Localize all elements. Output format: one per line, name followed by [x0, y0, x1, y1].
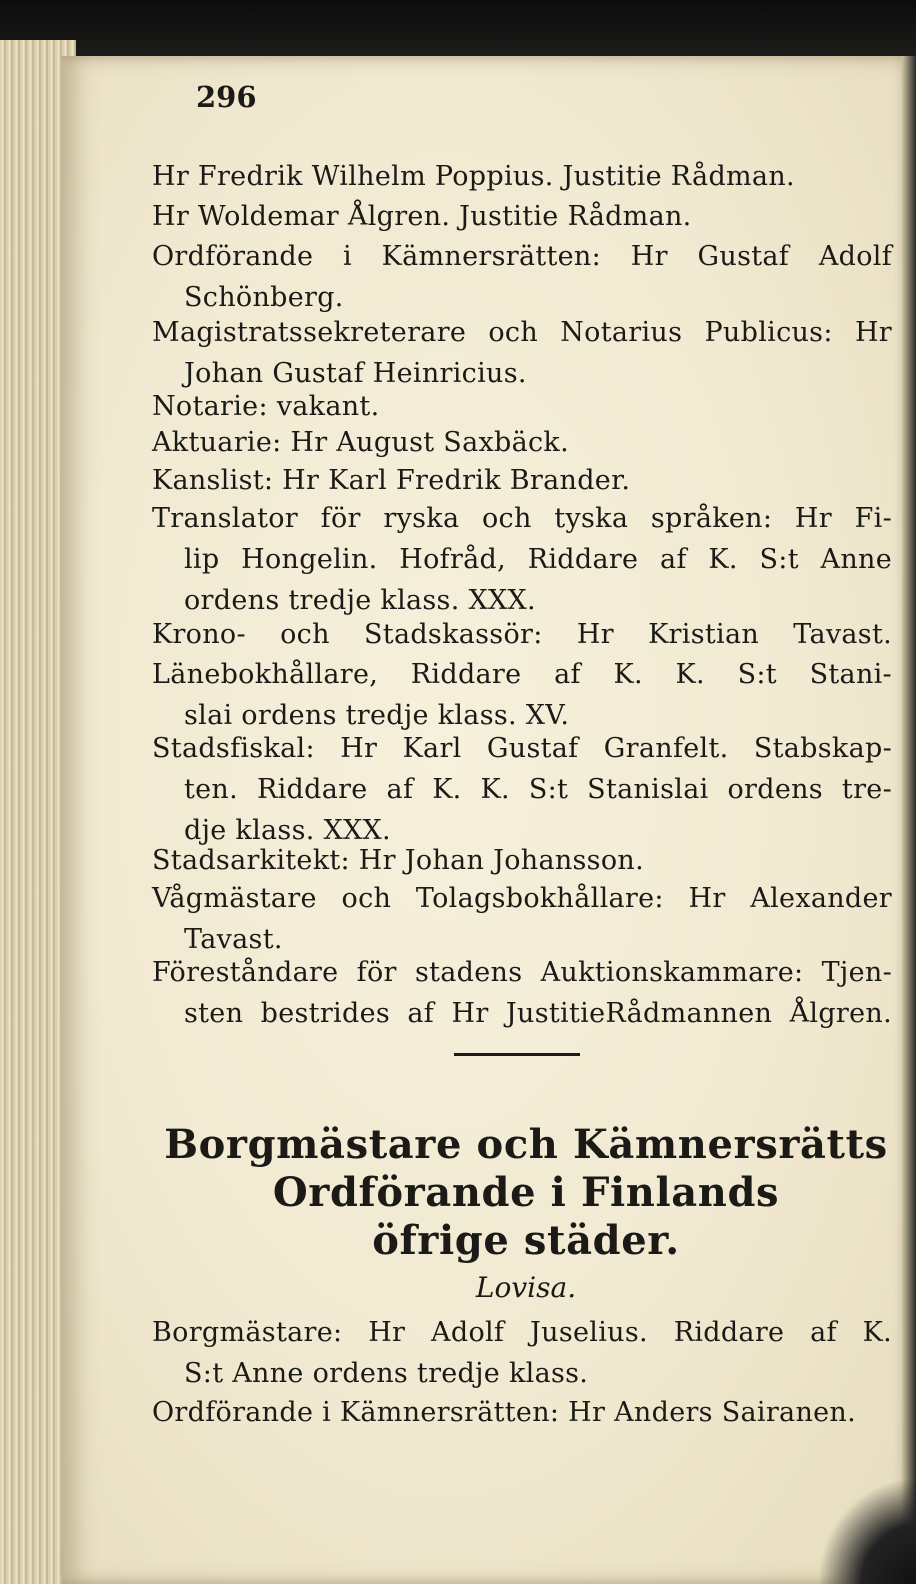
- entry-line: Johan Gustaf Heinricius.: [184, 358, 527, 389]
- corner-shadow: [820, 1480, 916, 1584]
- entry-vagmastare: [152, 878, 892, 960]
- entry-line: ten. Riddare af K. K. S:t Stanislai ordens tre-: [184, 774, 892, 805]
- entry-line: ordens tredje klass. XXX.: [184, 585, 536, 616]
- entry-notarie: [152, 386, 892, 427]
- entry-line: lip Hongelin. Hofråd, Riddare af K. S:t Anne: [184, 544, 892, 575]
- section-heading-line-3: öfrige städer.: [372, 1217, 680, 1264]
- entry-ordforande: [152, 236, 892, 318]
- dark-background-top: [0, 0, 916, 62]
- entry-kamnersratt-ordforande: [152, 1392, 892, 1433]
- entry-line: Vågmästare och Tolagsbokhållare: Hr Alexander: [152, 883, 892, 914]
- entry-line: Stadsarkitekt: Hr Johan Johansson.: [152, 845, 644, 876]
- entry-line: Stadsfiskal: Hr Karl Gustaf Granfelt. Stabskap-: [152, 733, 892, 764]
- entry-line: Krono- och Stadskassör: Hr Kristian Tavast.: [152, 619, 892, 650]
- entry-line: Ordförande i Kämnersrätten: Hr Anders Sairanen.: [152, 1397, 856, 1428]
- entry-translator: [152, 498, 892, 621]
- section-heading-line-2: Ordförande i Finlands: [272, 1169, 780, 1216]
- entry-line: Tavast.: [184, 924, 283, 955]
- section-divider: [454, 1053, 580, 1056]
- entry-line: Länebokhållare, Riddare af K. K. S:t Stani-: [152, 659, 892, 690]
- entry-line: sten bestrides af Hr JustitieRådmannen Ålgren.: [184, 998, 892, 1029]
- entry-line: Ordförande i Kämnersrätten: Hr Gustaf Adolf: [152, 241, 892, 272]
- entry-line: Aktuarie: Hr August Saxbäck.: [152, 427, 569, 458]
- entry-kanslist: [152, 460, 892, 501]
- city-heading-lovisa: Lovisa.: [475, 1271, 577, 1304]
- entry-forestandare: [152, 952, 892, 1034]
- entry-borgmastare: [152, 1312, 892, 1394]
- entry-line: Schönberg.: [184, 282, 344, 313]
- entry-stadsarkitekt: [152, 840, 892, 881]
- entry-algren: [152, 196, 892, 237]
- page-text: [62, 56, 908, 1584]
- section-heading-line-1: Borgmästare och Kämnersrätts: [164, 1121, 888, 1168]
- entry-lanebokhallare: [152, 654, 892, 736]
- entry-line: Hr Woldemar Ålgren. Justitie Rådman.: [152, 201, 692, 232]
- entry-aktuarie: [152, 422, 892, 463]
- entry-line: Borgmästare: Hr Adolf Juselius. Riddare af K.: [152, 1317, 892, 1348]
- entry-magistratssekreterare: [152, 312, 892, 394]
- entry-line: S:t Anne ordens tredje klass.: [184, 1358, 589, 1389]
- entry-line: dje klass. XXX.: [184, 815, 391, 846]
- entry-stadsfiskal: [152, 728, 892, 851]
- entry-kronokassor: [152, 614, 892, 655]
- entry-line: Magistratssekreterare och Notarius Publicus: Hr: [152, 317, 892, 348]
- entry-line: Föreståndare för stadens Auktionskammare: Tjen-: [152, 957, 892, 988]
- entry-line: Notarie: vakant.: [152, 391, 380, 422]
- entry-line: Translator för ryska och tyska språken: Hr Fi-: [152, 503, 892, 534]
- entry-line: Hr Fredrik Wilhelm Poppius. Justitie Rådman.: [152, 161, 795, 192]
- page-number: 296: [196, 80, 257, 114]
- entry-line: Kanslist: Hr Karl Fredrik Brander.: [152, 465, 631, 496]
- entry-line: slai ordens tredje klass. XV.: [184, 700, 570, 731]
- entry-poppius: [152, 156, 892, 197]
